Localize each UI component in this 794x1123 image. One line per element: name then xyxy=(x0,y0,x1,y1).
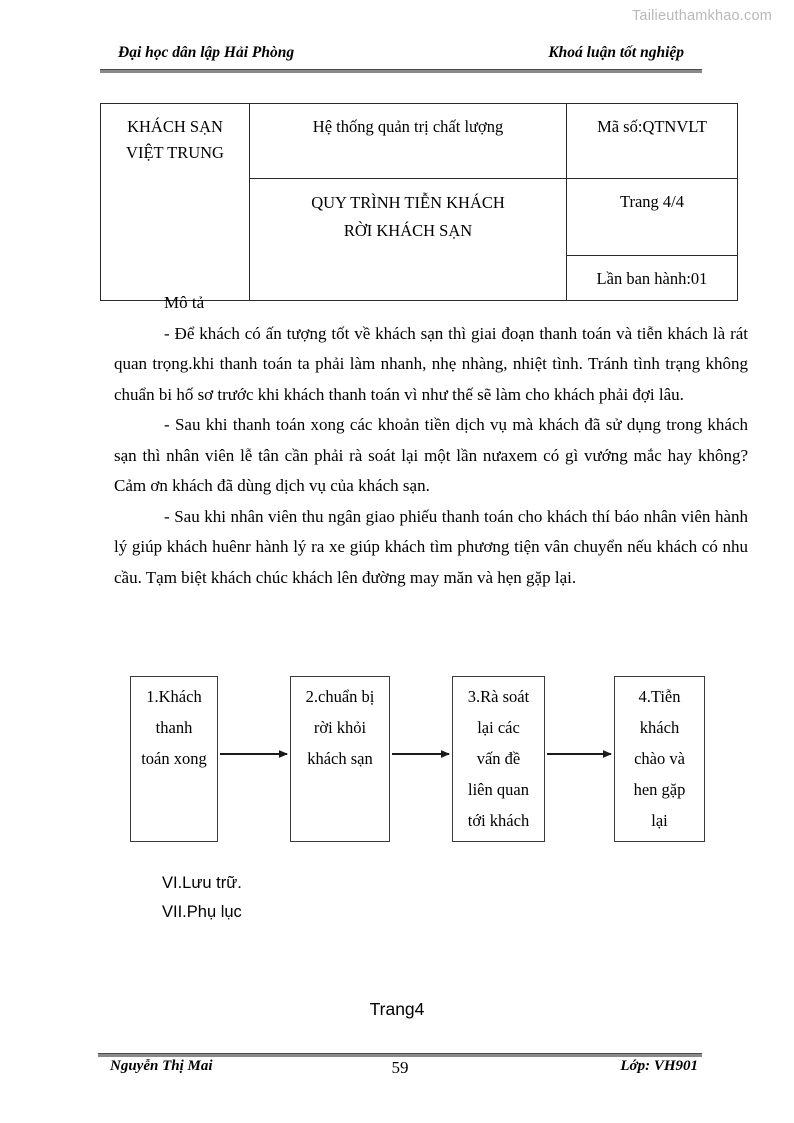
procedure-line-2: RỜI KHÁCH SẠN xyxy=(343,221,473,241)
section-item-vi: VI.Lưu trữ. xyxy=(162,874,242,892)
flow-box-3-line-4: liên quan xyxy=(468,780,529,799)
document-control-table xyxy=(100,103,738,301)
footer-author: Nguyễn Thị Mai xyxy=(110,1058,213,1074)
flow-box-4-line-2: khách xyxy=(639,718,680,737)
running-header-left: Đại học dân lập Hải Phòng xyxy=(118,44,295,61)
flow-box-2-line-2: rời khỏi xyxy=(313,718,367,737)
body-paragraph-1: - Để khách có ấn tượng tốt về khách sạn thì giai đoạn thanh toán và tiễn khách là rát quan trọng.khi thanh toán ta phải làm nhanh, nhẹ nhàng, nhiệt tình. Tránh tình trạng không chuẩn bi hố sơ trước khi khách thanh toán vì như thế sẽ làm cho khách phải đợi lâu. xyxy=(114,323,748,404)
body-paragraph-2: - Sau khi thanh toán xong các khoản tiền dịch vụ mà khách đã sử dụng trong khách sạn thì nhân viên lễ tân cần phải rà soát lại một lần nưaxem có gì vướng mắc hay không? Cảm ơn khách đã dùng dịch vụ của khách sạn. xyxy=(114,415,748,495)
table-row xyxy=(101,104,738,179)
header-rule xyxy=(100,69,702,73)
cell-code xyxy=(567,104,738,179)
footer-page-number: 59 xyxy=(391,1058,409,1077)
flow-box-2-line-1: 2.chuẩn bị xyxy=(305,687,375,706)
body-heading: Mô tả xyxy=(164,293,205,312)
organization-line-2: VIỆT TRUNG xyxy=(126,142,224,162)
cell-page-of xyxy=(567,179,738,256)
footer-rule xyxy=(98,1053,702,1057)
flow-box-2-line-3: khách sạn xyxy=(307,749,373,768)
body-paragraph-3: - Sau khi nhân viên thu ngân giao phiếu thanh toán cho khách thí báo nhân viên hành lý giúp khách huênr hành lý ra xe giúp khách tìm phương tiện vân chuyển nếu khách có nhu cầu. Tạm biệt khách chúc khách lên đường may măn và hẹn gặp lại. xyxy=(114,506,748,587)
running-header-right: Khoá luận tốt nghiệp xyxy=(548,44,684,61)
flow-box-1 xyxy=(130,676,218,842)
section-item-vii: VII.Phụ lục xyxy=(162,903,242,921)
flow-box-3 xyxy=(452,676,545,842)
flow-box-1-line-1: 1.Khách xyxy=(146,687,202,706)
site-watermark: Tailieuthamkhao.com xyxy=(631,8,772,24)
organization-line-1: KHÁCH SẠN xyxy=(127,117,223,136)
section-list xyxy=(162,869,242,927)
cell-procedure-title xyxy=(250,179,567,301)
code-text: Mã số:QTNVLT xyxy=(597,117,707,136)
page-of-text: Trang 4/4 xyxy=(619,192,685,211)
cell-system-title xyxy=(250,104,567,179)
flow-box-4-line-5: lại xyxy=(651,811,668,830)
procedure-line-1: QUY TRÌNH TIỄN KHÁCH xyxy=(311,193,505,212)
system-title-text: Hệ thống quản trị chất lượng xyxy=(312,117,504,136)
cell-organization xyxy=(101,104,250,301)
flow-box-4 xyxy=(614,676,705,842)
body-text xyxy=(114,288,748,593)
footer-class: Lớp: VH901 xyxy=(620,1058,698,1074)
flow-box-3-line-2: lại các xyxy=(477,718,520,737)
issue-text: Lần ban hành:01 xyxy=(596,269,708,288)
flow-box-3-line-5: tới khách xyxy=(467,811,530,830)
flow-box-1-line-2: thanh xyxy=(155,718,193,737)
flow-box-4-line-3: chào và xyxy=(634,749,685,768)
flow-box-1-line-3: toán xong xyxy=(141,749,207,768)
running-header xyxy=(100,44,694,66)
page-label: Trang4 xyxy=(369,999,425,1019)
flow-box-2 xyxy=(290,676,390,842)
flow-box-4-line-1: 4.Tiễn xyxy=(638,687,681,706)
flow-box-4-line-4: hen gặp xyxy=(633,780,686,799)
flow-box-3-line-1: 3.Rà soát xyxy=(467,687,530,706)
page-footer xyxy=(98,1058,702,1084)
flow-box-3-line-3: vấn đề xyxy=(476,749,521,768)
